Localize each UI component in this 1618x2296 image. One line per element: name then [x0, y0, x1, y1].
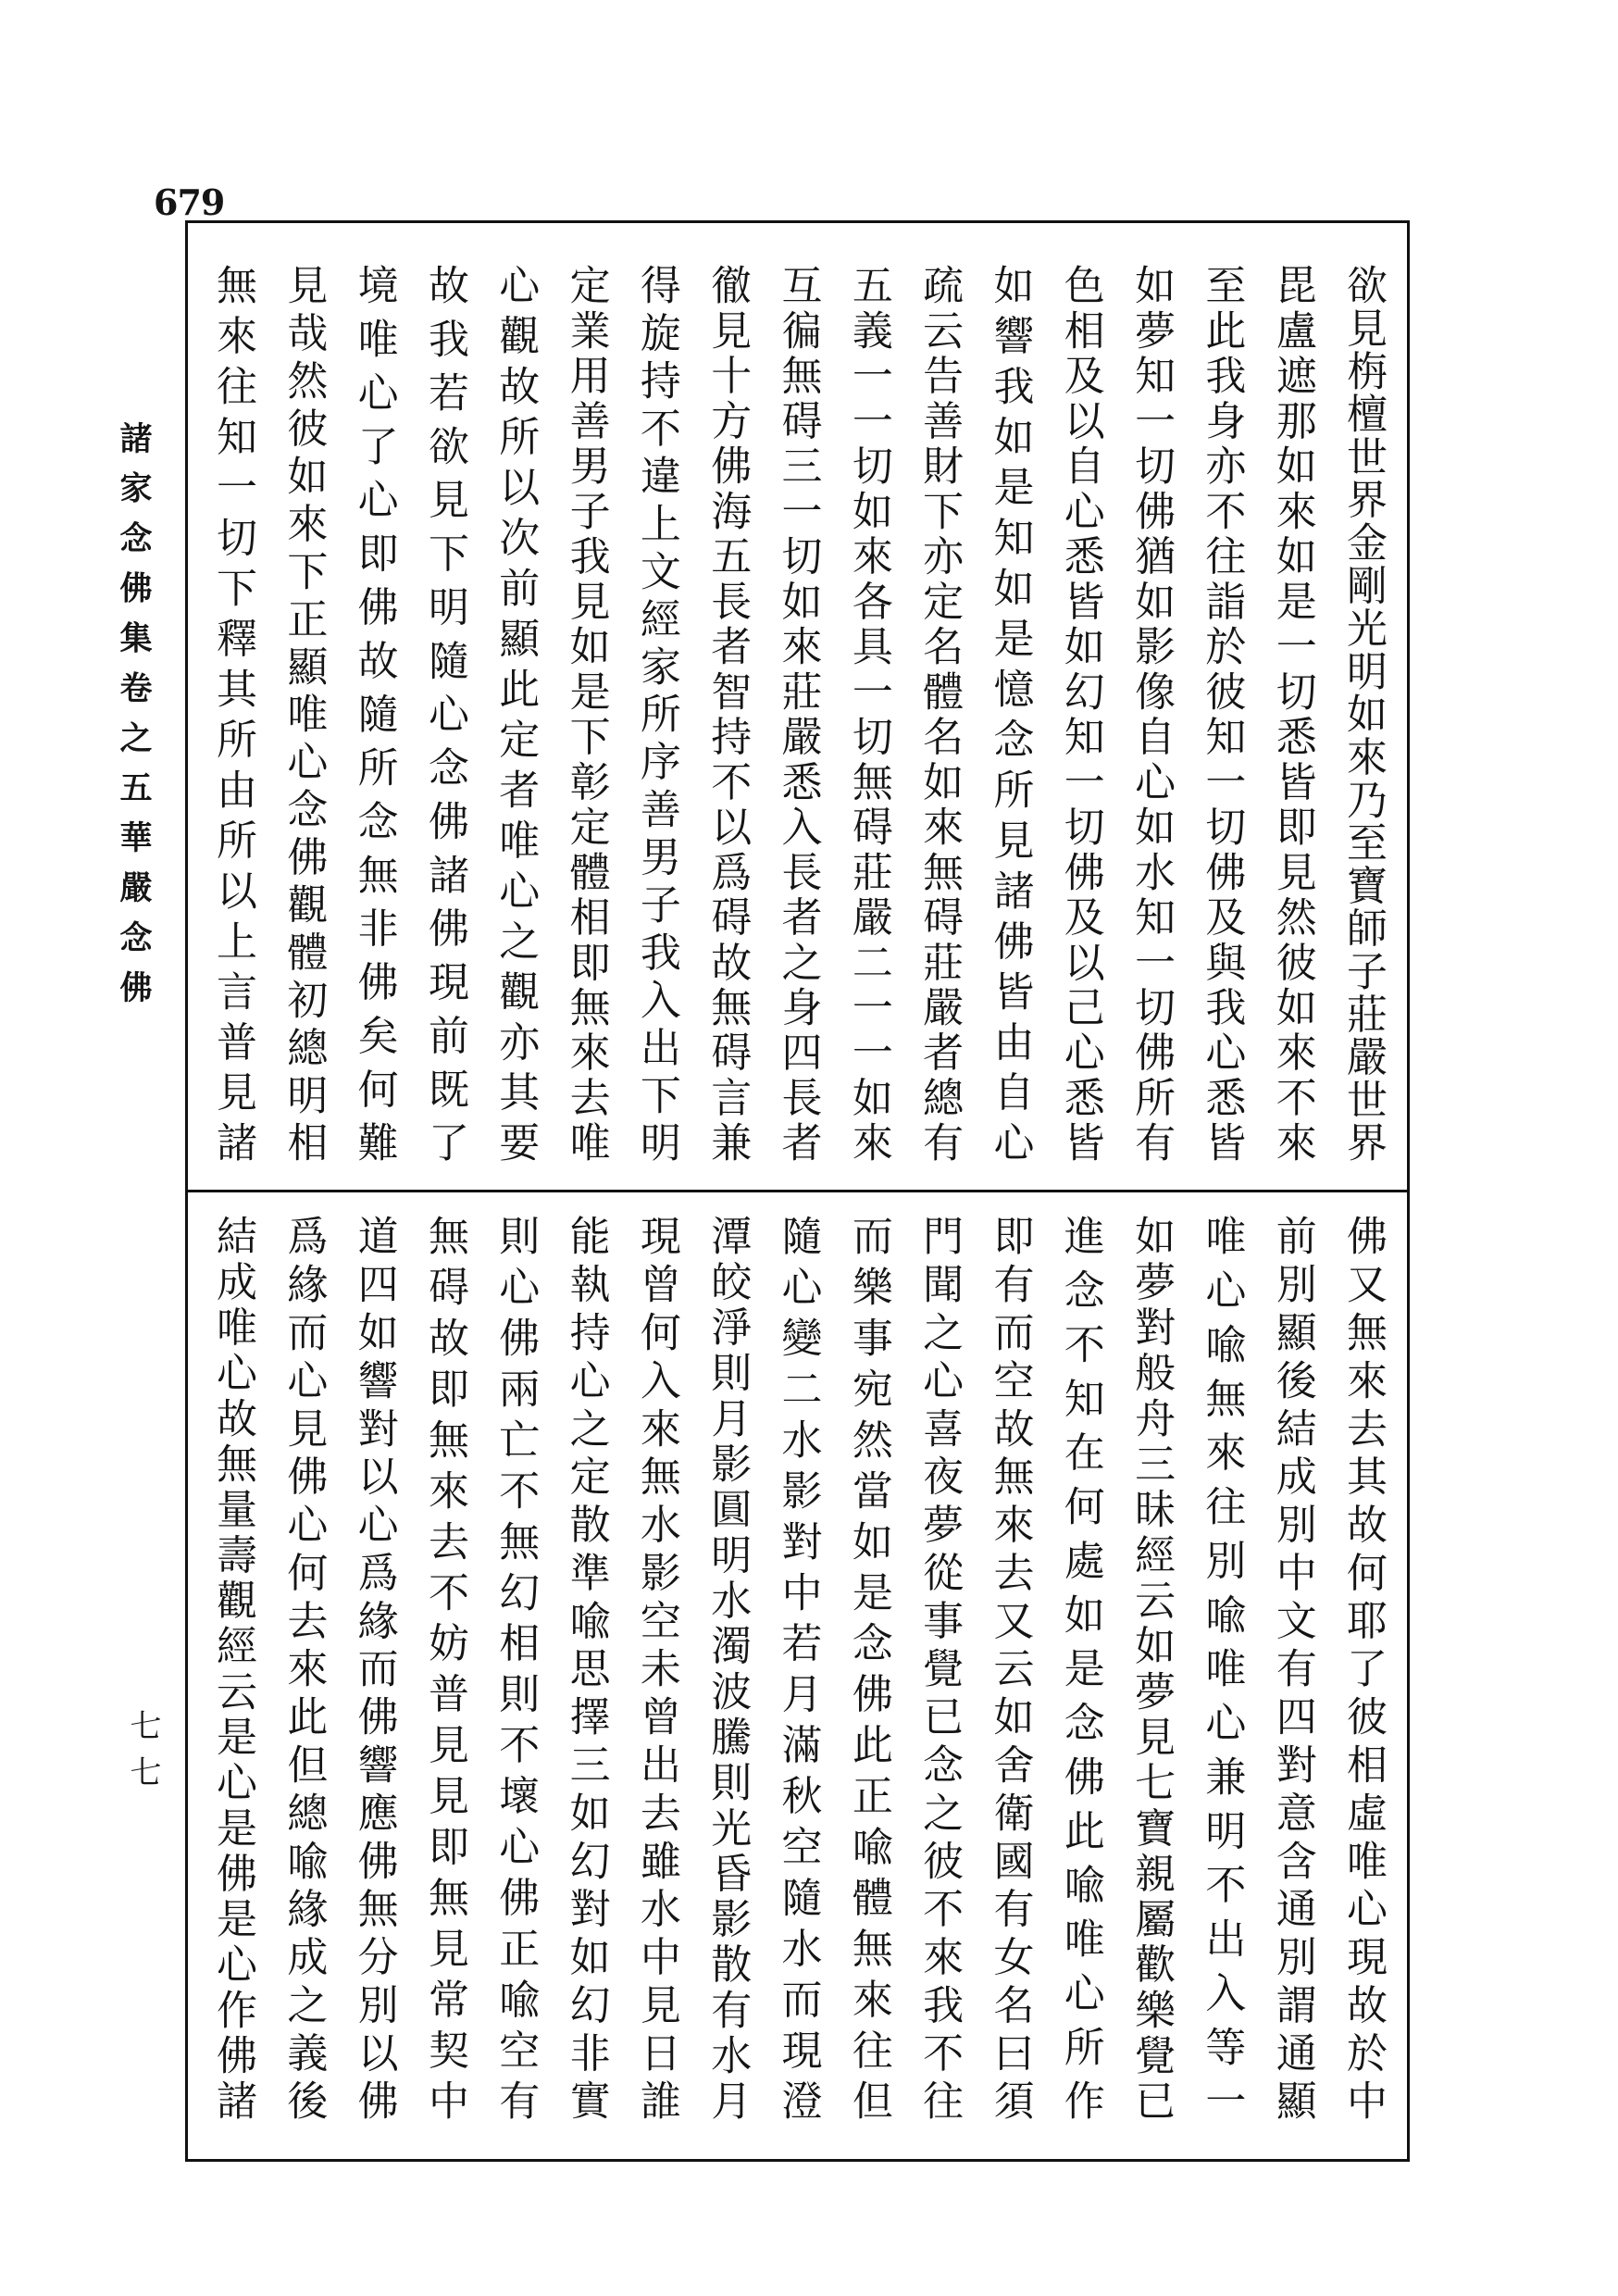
text-column: 即有而空故無來去又云如舍衛國有女名曰須 [986, 1215, 1034, 2120]
text-column: 疏云告善財下亦定名體名如來無碍莊嚴者總有 [915, 264, 964, 1162]
text-column: 定業用善男子我見如是下彰定體相即無來去唯 [562, 264, 610, 1162]
text-column: 得旋持不違上文經家所序善男子我入出下明 [632, 264, 680, 1162]
text-frame [185, 220, 1410, 2162]
text-column: 見哉然彼如來下正顯唯心念佛觀體初總明相 [280, 264, 328, 1162]
lower-text-block [188, 1192, 1407, 2159]
text-column: 五義一一切如來各具一切無碍莊嚴二一一如來 [844, 264, 892, 1162]
page-number: 679 [154, 181, 225, 223]
text-column: 進念不知在何處如是念佛此喩唯心所作 [1056, 1215, 1104, 2120]
text-column: 前別顯後結成別中文有四對意含通別謂通顯 [1268, 1215, 1316, 2120]
text-column: 色相及以自心悉皆如幻知一切佛及以己心悉皆 [1056, 264, 1104, 1162]
text-column: 徹見十方佛海五長者智持不以爲碍故無碍言兼 [703, 264, 752, 1162]
text-column: 故我若欲見下明隨心念佛諸佛現前既了 [420, 264, 468, 1162]
text-column: 無碍故即無來去不妨普見見即無見常契中 [420, 1215, 468, 2120]
text-column: 互徧無碍三一切如來莊嚴悉入長者之身四長者 [774, 264, 822, 1162]
text-column: 門聞之心喜夜夢從事覺已念之彼不來我不往 [915, 1215, 964, 2120]
text-column: 毘盧遮那如來如是一切悉皆即見然彼如來不來 [1268, 264, 1316, 1162]
text-column: 如夢對般舟三昧經云如夢見七寶親屬歡樂覺已 [1127, 1215, 1176, 2120]
folio-number: 七七 [124, 1709, 161, 1787]
text-column: 潭皎淨則月影圓明水濁波騰則光昏影散有水月 [703, 1215, 752, 2120]
text-column: 現曾何入來無水影空未曾出去雖水中見日誰 [632, 1215, 680, 2120]
text-column: 至此我身亦不往詣於彼知一切佛及與我心悉皆 [1198, 264, 1246, 1162]
text-column: 唯心喩無來往別喩唯心兼明不出入等一 [1198, 1215, 1246, 2120]
text-column: 結成唯心故無量壽觀經云是心是佛是心作佛諸 [209, 1215, 256, 2120]
text-column: 隨心變二水影對中若月滿秋空隨水而現澄 [774, 1215, 822, 2120]
text-column: 佛又無來去其故何耶了彼相虛唯心現故於中 [1339, 1215, 1387, 2120]
text-column: 道四如響對以心爲緣而佛響應佛無分別以佛 [350, 1215, 398, 2120]
text-column: 如夢知一切佛猶如影像自心如水知一切佛所有 [1127, 264, 1176, 1162]
text-column: 心觀故所以次前顯此定者唯心之觀亦其要 [492, 264, 540, 1162]
text-column: 爲緣而心見佛心何去來此但總喩緣成之義後 [280, 1215, 328, 2120]
text-column: 如響我如是知如是憶念所見諸佛皆由自心 [986, 264, 1034, 1162]
text-column: 無來往知一切下釋其所由所以上言普見諸 [209, 264, 256, 1162]
upper-text-block [188, 223, 1407, 1192]
text-column: 而樂事宛然當如是念佛此正喩體無來往但 [844, 1215, 892, 2120]
text-column: 能執持心之定散準喩思擇三如幻對如幻非實 [562, 1215, 610, 2120]
text-column: 欲見栴檀世界金剛光明如來乃至寶師子莊嚴世界 [1339, 264, 1387, 1162]
text-column: 境唯心了心即佛故隨所念無非佛矣何難 [350, 264, 398, 1162]
text-column: 則心佛兩亡不無幻相則不壞心佛正喩空有 [492, 1215, 540, 2120]
running-title: 諸家念佛集卷之五華嚴念佛 [115, 421, 153, 1003]
